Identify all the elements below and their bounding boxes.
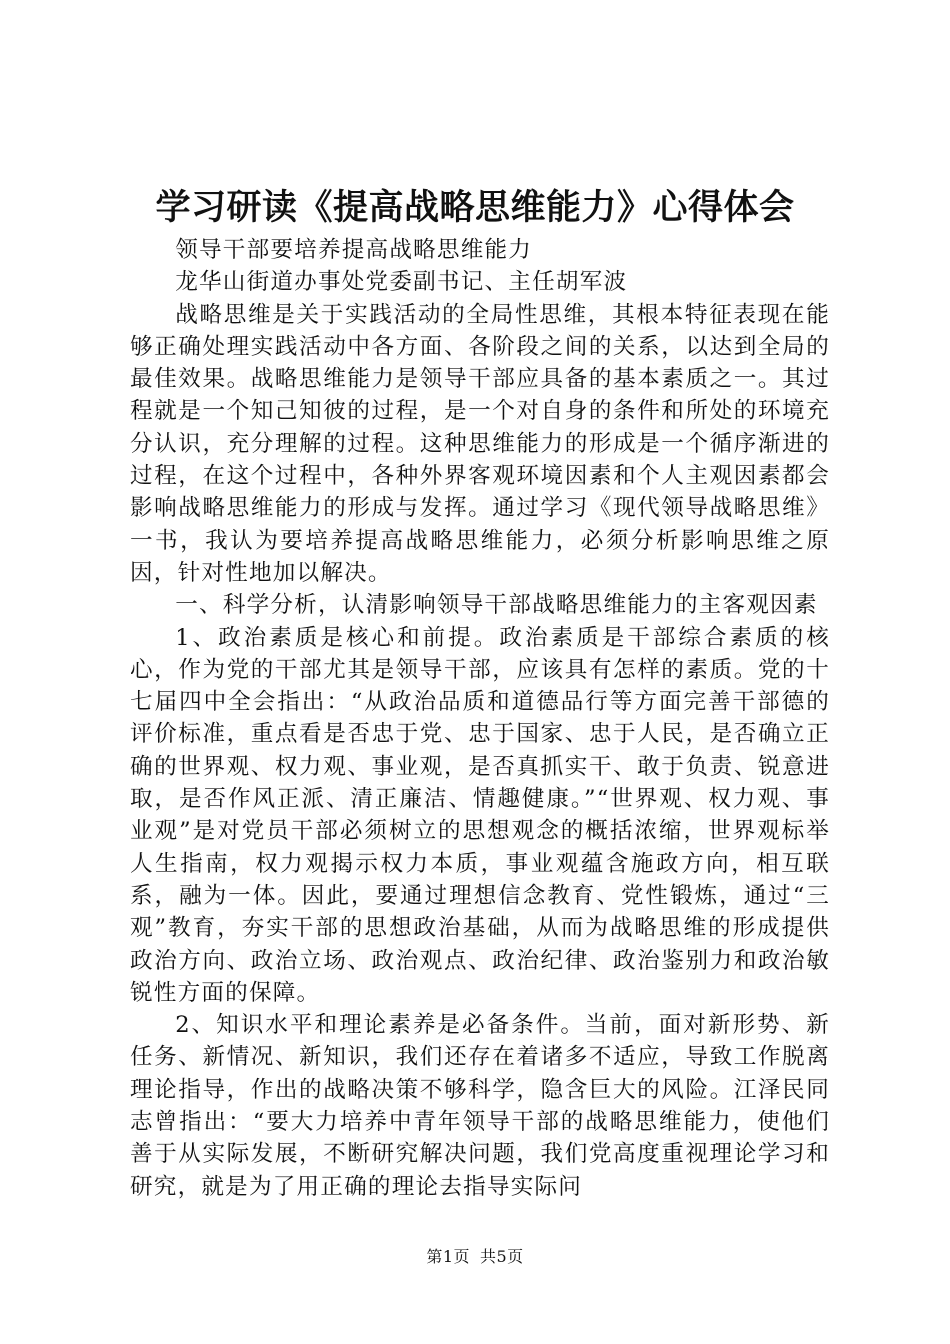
body-paragraph: 战略思维是关于实践活动的全局性思维，其根本特征表现在能够正确处理实践活动中各方面、各阶段之间的关系，以达到全局的最佳效果。战略思维能力是领导干部应具备的基本素质之一。其过程就是一个知己知彼的过程，是一个对自身的条件和所处的环境充分认识，充分理解的过程。这种思维能力的形成是一个循序渐进的过程，在这个过程中，各种外界客观环境因素和个人主观因素都会影响战略思维能力的形成与发挥。通过学习《现代领导战略思维》一书，我认为要培养提高战略思维能力，必须分析影响思维之原因，针对性地加以解决。 [130, 301, 830, 586]
document-title: 学习研读《提高战略思维能力》心得体会 [155, 188, 795, 228]
body-paragraph: 1、政治素质是核心和前提。政治素质是干部综合素质的核心，作为党的干部尤其是领导干部，应该具有怎样的素质。党的十七届四中全会指出：“从政治品质和道德品行等方面完善干部德的评价标准，重点看是否忠于党、忠于国家、忠于人民，是否确立正确的世界观、权力观、事业观，是否真抓实干、敢于负责、锐意进取，是否作风正派、清正廉洁、情趣健康。”“世界观、权力观、事业观”是对党员干部必须树立的思想观念的概括浓缩，世界观标举人生指南，权力观揭示权力本质，事业观蕴含施政方向，相互联系，融为一体。因此，要通过理想信念教育、党性锻炼，通过“三观”教育，夯实干部的思想政治基础，从而为战略思维的形成提供政治方向、政治立场、政治观点、政治纪律、政治鉴别力和政治敏锐性方面的保障。 [130, 624, 830, 1006]
page-total: 共5页 [480, 1247, 524, 1266]
body-paragraph: 2、知识水平和理论素养是必备条件。当前，面对新形势、新任务、新情况、新知识，我们还存在着诸多不适应，导致工作脱离理论指导，作出的战略决策不够科学，隐含巨大的风险。江泽民同志曾指出：“要大力培养中青年领导干部的战略思维能力，使他们善于从实际发展，不断研究解决问题，我们党高度重视理论学习和研究，就是为了用正确的理论去指导实际问 [130, 1012, 830, 1200]
page-number: 第1页 [426, 1247, 470, 1266]
section-heading-paragraph: 一、科学分析，认清影响领导干部战略思维能力的主客观因素 [175, 592, 818, 619]
author-paragraph: 龙华山街道办事处党委副书记、主任胡军波 [175, 269, 628, 296]
subtitle-paragraph: 领导干部要培养提高战略思维能力 [175, 237, 533, 263]
page-footer [0, 1246, 950, 1268]
document-body [130, 234, 830, 1203]
